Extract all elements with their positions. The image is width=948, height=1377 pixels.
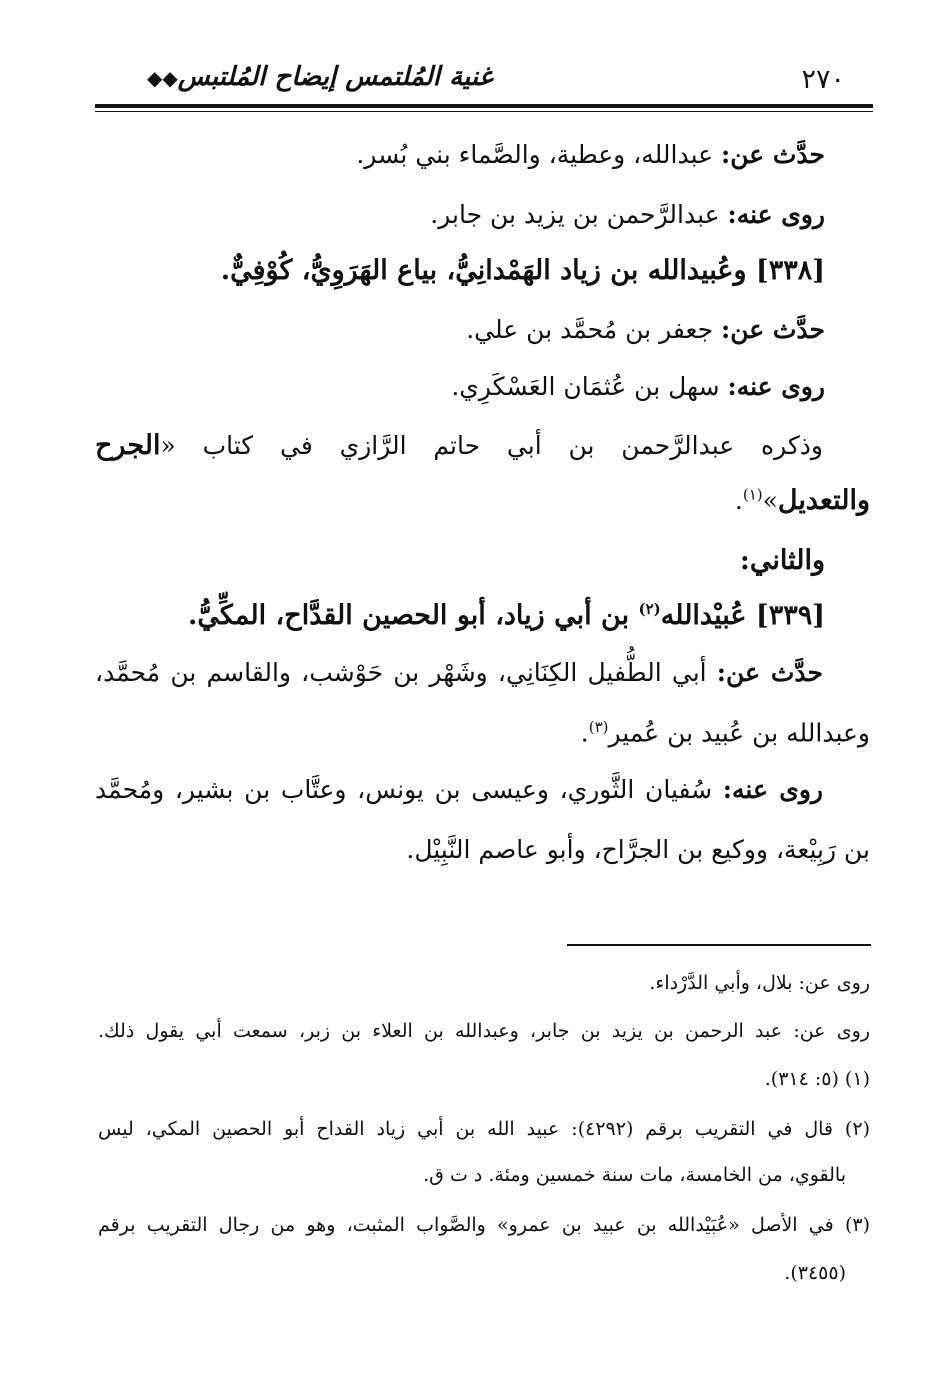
text-line (95, 430, 823, 461)
text-line (735, 485, 870, 516)
text-line (430, 200, 825, 229)
entry-name: عُبيْدالله (660, 600, 747, 631)
running-title (147, 62, 492, 92)
running-title-text: غنية المُلتمس إيضاح المُلتبس (177, 62, 493, 92)
header-rule (95, 104, 873, 108)
section-heading-second: والثاني: (739, 545, 825, 576)
entry-number: [٣٣٩] (746, 600, 825, 631)
narrated-by-text: عبدالرَّحمن بن يزيد بن جابر. (430, 200, 720, 229)
footnote-ref-2: (٢) (638, 600, 661, 618)
text-line (356, 140, 825, 169)
header-rule-thin (95, 111, 873, 112)
entry-name-rest: بن أبي زياد، أبو الحصين القدَّاح، المكِّيُّ. (188, 600, 639, 631)
text-line (451, 372, 825, 401)
narrated-from-label: حدَّث عن: (721, 315, 825, 344)
narrated-by-text: سهل بن عُثمَان العَسْكَرِي. (451, 372, 720, 401)
text-line (581, 718, 870, 747)
footnote-1: (١) (٥: ٣١٤). (764, 1068, 870, 1090)
period: . (734, 486, 743, 515)
narrated-from-text: جعفر بن مُحمَّد بن علي. (466, 315, 714, 344)
narrated-from-text: أبي الطُّفيل الكِنَانِي، وشَهْر بن حَوْشب، والقاسم بن مُحمَّد، (95, 658, 707, 687)
narrated-from-label: حدَّث عن: (716, 658, 823, 687)
narrated-from-text-cont: وعبدالله بن عُبيد بن عُمير (608, 718, 870, 748)
footnote-2-cont: بالقوي، من الخامسة، مات سنة خمسين ومئة. د ت ق. (423, 1164, 846, 1186)
narrated-by-text: سُفيان الثَّوري، وعيسى بن يونس، وعتَّاب بن بشير، ومُحمَّد (95, 775, 713, 804)
text-line (95, 775, 823, 804)
period: . (580, 718, 589, 748)
quote-close: » (762, 486, 778, 515)
text-line (95, 658, 823, 687)
narrated-by-text-cont: بن رَبِيْعة، ووكيع بن الجرَّاح، وأبو عاصم النَّبِيْل. (406, 835, 870, 864)
text-line (466, 315, 825, 344)
footnote-3: (٣) في الأصل «عُبَيْدالله بن عبيد بن عمرو» والصَّواب المثبت، وهو من رجال التقريب برقم (98, 1214, 870, 1236)
narrated-by-label: روى عنه: (727, 372, 825, 401)
footnote-2: (٢) قال في التقريب برقم (٤٢٩٢): عبيد الله بن أبي زياد القداح أبو الحصين المكي، ليس (98, 1118, 870, 1140)
narrated-by-label: روى عنه: (722, 775, 824, 804)
book-title-bold: والتعديل (777, 485, 870, 516)
book-title-bold: الجرح (95, 430, 161, 461)
narrated-from-label: حدَّث عن: (721, 140, 825, 169)
footnote-3-cont: (٣٤٥٥). (784, 1262, 846, 1284)
text-line (406, 835, 870, 864)
paragraph-text: وذكره عبدالرَّحمن بن أبي حاتم الرَّازي في كتاب « (160, 431, 823, 460)
page-header (95, 58, 873, 104)
narrated-from-text: عبدالله، وعطية، والصَّماء بني بُسر. (356, 140, 714, 169)
footnote-line: روى عن: عبد الرحمن بن يزيد بن جابر، وعبدالله بن العلاء بن زبر، سمعت أبي يقول ذلك. (98, 1020, 870, 1042)
diamond-ornament-icon: ◆◆ (147, 66, 178, 90)
footnote-ref-3: (٣) (588, 718, 609, 736)
footnote-ref-1: (١) (742, 485, 763, 504)
footnote-separator (567, 944, 871, 946)
narrated-by-label: روى عنه: (727, 200, 825, 229)
footnote-line: روى عن: بلال، وأبي الدَّرْداء. (649, 972, 870, 994)
entry-heading-339 (188, 600, 825, 631)
entry-heading-338: [٣٣٨] وعُبيدالله بن زياد الهَمْدانِيُّ، بياع الهَرَوِيُّ، كُوْفِيٌّ. (220, 255, 825, 286)
page-number: ٢٧٠ (801, 64, 845, 95)
